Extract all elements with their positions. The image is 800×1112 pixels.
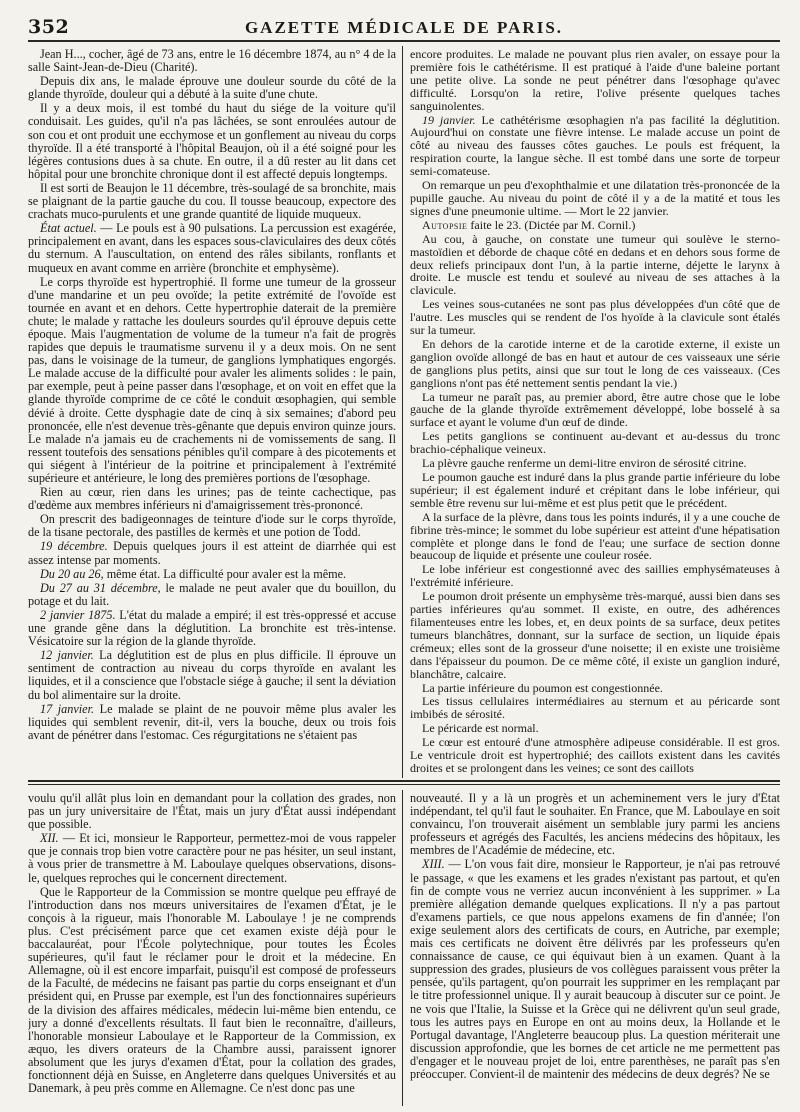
paragraph-lead: État actuel. (40, 221, 97, 236)
paragraph-text: On remarque un peu d'exophthalmie et une dilatation très-prononcée de la pupille gauche. Au niveau du point de côté il y a de la matité et tous les signes d'une pneumonie ultime. — Mort le 22 janvier. (410, 178, 780, 218)
paragraph (410, 695, 780, 721)
paragraph (28, 649, 396, 701)
paragraph (28, 75, 396, 101)
paragraph-text: même état. La difficulté pour avaler est la même. (103, 566, 347, 581)
paragraph-text: Depuis quelques jours il est atteint de diarrhée qui est assez intense par moments. (28, 539, 396, 567)
paragraph (28, 582, 396, 608)
section-divider (28, 780, 780, 782)
paragraph (410, 298, 780, 337)
journal-title: GAZETTE MÉDICALE DE PARIS. (244, 18, 564, 37)
paragraph-lead: 2 janvier 1875. (40, 607, 116, 622)
paragraph-text: Il y a deux mois, il est tombé du haut du siége de la voiture qu'il conduisait. Les guides, qu'il n'a pas lâchées, se sont enroulées autour de son cou et ont produit une ecchymose et un gonflement au niveau du corps thyroïde. Il a été transporté à l'hôpital Beaujon, où il a été soigné pour les légères contusions dues à sa chute. En outre, il a dû rester au lit dans cet hôpital pour une bronchite chronique dont il est affecté depuis longtemps. (28, 101, 396, 181)
paragraph-text: — L'on vous fait dire, monsieur le Rapporteur, je n'ai pas retrouvé le passage, « que les examens et les grades n'existant pas partout, et qu'en fin de compte vous ne verriez aucun inconvénient à les supprimer. » La première allégation demande quelques explications. Il n'y a pas partout d'examens partiels, ce que nous appelons examens de fin d'année; l'on exige seulement alors des certificats de cours, en Autriche, par exemple; mais ces certificats ne doivent être délivrés par les professeurs qu'en connaissance de cause, ce qui équivaut bien à un examen. Quant à la suppression des grades, plusieurs de vos collègues paraissent vous prêter la pensée, qu'ils partagent, qu'on pourrait les supprimer en les remplaçant par le titre professionnel unique. Il y aurait beaucoup à discuter sur ce point. Je ne vois que l'Italie, la Suisse et la Grèce qui ne délivrent qu'un seul grade, tous les autres pays en Europe en ont au moins deux, la Hollande et le Portugal davantage, l'Angleterre beaucoup plus. La question mériterait une discussion approfondie, que les bornes de cet article ne me permettent pas d'engager et le nouveau projet de loi, entre parenthèses, ne paraît pas s'en préoccuper. Convient-il de maintenir des médecins de deux degrés? Ne se (410, 857, 780, 1081)
paragraph-text: L'état du malade a empiré; il est très-oppressé et accuse une grande gêne dans la déglutition. La bronchite est très-intense. Vésicatoire sur la région de la glande thyroïde. (28, 607, 396, 649)
paragraph-text: voulu qu'il allât plus loin en demandant pour la collation des grades, non pas un jury universitaire de l'État, mais un jury d'État aussi indépendant que possible. (28, 792, 396, 832)
paragraph (28, 48, 396, 74)
paragraph-text: Le malade se plaint de ne pouvoir même plus avaler les liquides qui semblent revenir, dit-il, vers la bouche, deux ou trois fois avant de pénétrer dans l'estomac. Ces régurgitations ne s'étaient pas (28, 701, 396, 742)
paragraph-lead: XII. (40, 831, 59, 846)
paragraph-lead: Autopsie (422, 217, 468, 232)
paragraph-text: faite le 23. (Dictée par M. Cornil.) (467, 217, 636, 232)
paragraph-lead: Du 20 au 26, (40, 566, 104, 581)
paragraph-text: Le cœur est entouré d'une atmosphère adipeuse considérable. Il est gros. Le ventricule droit est hypertrophié; des caillots existent dans les cavités droites et se prolongent dans les veines; ce sont des caillots (410, 735, 780, 775)
paragraph (410, 219, 780, 232)
paragraph (410, 471, 780, 510)
paragraph (28, 568, 396, 581)
paragraph (28, 276, 396, 486)
paragraph-text: Les tissus cellulaires intermédiaires au sternum et au péricarde sont imbibés de sérosité. (410, 694, 780, 722)
paragraph-text: La plèvre gauche renferme un demi-litre environ de sérosité citrine. (422, 456, 747, 471)
paragraph-lead: 19 décembre. (40, 539, 108, 554)
bottom-right-column (410, 792, 780, 1106)
paragraph (28, 792, 396, 831)
header-rule (28, 40, 780, 42)
paragraph (410, 563, 780, 589)
paragraph-text: A la surface de la plèvre, dans tous les points indurés, il y a une couche de fibrine très-mince; le sommet du lobe supérieur est atteint d'une hépatisation complète et plonge dans le fond de l'eau; une surface de section donne beaucoup de liquide et présente une couleur rosée. (410, 509, 780, 563)
paragraph (28, 832, 396, 884)
paragraph-text: En dehors de la carotide interne et de la carotide externe, il existe un ganglion ovoïde allongé de bas en haut et autour de ces vaisseaux une série de ganglions plus petits, ainsi que sur tout le long de ces vaisseaux. (Ces ganglions n'ont pas été nettement sentis pendant la vie.) (410, 336, 780, 390)
paragraph-text: Le lobe inférieur est congestionné avec des saillies emphysémateuses à l'extrémité inférieure. (410, 562, 780, 590)
paragraph-text: nouveauté. Il y a là un progrès et un acheminement vers le jury d'État indépendant, tel qu'il faut le souhaiter. En France, que M. Laboulaye en soit convaincu, l'on trouverait aisément un semblable jury parmi les anciens professeurs et agrégés des Facultés, les anciens médecins des hôpitaux, les membres de l'Académie de médecine, etc. (410, 792, 780, 858)
paragraph-text: Jean H..., cocher, âgé de 73 ans, entre le 16 décembre 1874, au n° 4 de la salle Saint-Jean-de-Dieu (Charité). (28, 48, 396, 75)
paragraph-text: le malade ne peut avaler que du bouillon, du potage et du lait. (28, 580, 396, 608)
top-right-column (410, 48, 780, 778)
paragraph-text: Le poumon gauche est induré dans la plus grande partie inférieure du lobe supérieur; il est également induré et crépitant dans le lobe inférieur, qui semble être revenu sur lui-même et est plus petit que le précédent. (410, 470, 780, 510)
paragraph-text: Le péricarde est normal. (422, 721, 539, 736)
paragraph-text: Rien au cœur, rien dans les urines; pas de teinte cachectique, pas d'œdème aux membres inférieurs ni d'amaigrissement très-prononcé. (28, 485, 396, 513)
page-number: 352 (28, 16, 70, 38)
paragraph (410, 338, 780, 390)
paragraph-lead: XIII. (422, 857, 445, 872)
paragraph-text: Le corps thyroïde est hypertrophié. Il forme une tumeur de la grosseur d'une mandarine et un peu ovoïde; la petite extrémité de l'ovoïde est tournée en avant et en dehors. Cette hypertrophie daterait de la première chute; le malade y rattache les douleurs sourdes qu'il éprouve depuis cette époque. Mais l'augmentation de volume de la tumeur n'a fait de progrès rapides que depuis le traumatisme survenu il y a deux mois. On ne sent pas, dans le voisinage de la tumeur, de ganglions lymphatiques engorgés. Le malade accuse de la difficulté pour avaler les aliments solides : le pain, par exemple, peut à peine passer dans l'œsophage, et on voit en effet que la glande thyroïde comprime de ce côté le conduit œsophagien, qui semble dévié à droite. Cette dysphagie date de cinq à six semaines; d'abord peu prononcée, elle n'est devenue très-gênante que depuis environ quinze jours. Le malade n'a jamais eu de crachements ni de vomissements de sang. Il ressent toutefois des sensations pénibles qu'il compare à des picotements et qui siégent à l'intérieur de la poitrine et principalement à l'extrémité supérieure et antérieure, le long des premières portions de l'œsophage. (28, 274, 396, 485)
paragraph-lead: 19 janvier. (422, 112, 476, 127)
paragraph (410, 590, 780, 680)
paragraph-text: encore produites. Le malade ne pouvant plus rien avaler, on essaye pour la première fois le cathétérisme. Il est pratiqué à l'aide d'une baleine portant une petite olive. La sonde ne peut pénétrer dans l'œsophage qu'avec difficulté. Lorsqu'on la retire, l'olive présente quelques taches sanguinolentes. (410, 48, 780, 113)
paragraph (410, 114, 780, 179)
paragraph-text: La partie inférieure du poumon est congestionnée. (422, 680, 663, 695)
paragraph-text: Au cou, à gauche, on constate une tumeur qui soulève le sterno-mastoïdien et déborde de chaque côté en dedans et en dehors sous forme de deux reliefs principaux dont l'un, à la partie interne, déjette le larynx à droite. Le muscle est tendu et soulevé au niveau de ses attaches à la clavicule. (410, 231, 780, 298)
top-column-divider (402, 46, 403, 778)
paragraph (410, 682, 780, 695)
bottom-column-divider (402, 790, 403, 1106)
bottom-left-column (28, 792, 396, 1106)
paragraph-lead: Du 27 au 31 décembre, (40, 580, 161, 595)
paragraph-text: Le cathétérisme œsophagien n'a pas facilité la déglutition. Aujourd'hui on constate une fièvre intense. Le malade accuse un point de côté au niveau des fausses côtes gauches. Le pouls est fréquent, la respiration courte, la langue sèche. Il est tombé dans une sorte de torpeur semi-comateuse. (410, 112, 780, 179)
paragraph-text: Depuis dix ans, le malade éprouve une douleur sourde du côté de la glande thyroïde, douleur qui a débuté à la suite d'une chute. (28, 74, 396, 102)
paragraph-text: Les petits ganglions se continuent au-devant et au-dessus du tronc brachio-céphalique veineux. (410, 429, 780, 457)
paragraph (28, 886, 396, 1096)
paragraph (28, 703, 396, 742)
paragraph-text: La tumeur ne paraît pas, au premier abord, être autre chose que le lobe gauche de la glande thyroïde extrêmement développé, lobe bosselé à sa surface et ayant le volume d'un œuf de dinde. (410, 389, 780, 430)
paragraph (28, 182, 396, 221)
paragraph (28, 102, 396, 181)
paragraph-lead: 12 janvier. (40, 648, 94, 663)
paragraph-text: Le poumon droit présente un emphysème très-marqué, aussi bien dans ses parties inférieures qu'au sommet. Il existe, en outre, des adhérences filamenteuses entre les lobes, et, en deux points de sa surface, deux petites tumeurs blanchâtres, donnant, sur la surface de section, un liquide épais crémeux; elles sont de la grosseur d'une noisette; il en existe une troisième dans l'épaisseur du poumon. De ce même côté, il existe un ganglion induré, blanchâtre, calcaire. (410, 589, 780, 681)
paragraph-text: On prescrit des badigeonnages de teinture d'iode sur le corps thyroïde, de la tisane pectorale, des pastilles de kermès et une potion de Todd. (28, 512, 396, 540)
paragraph (410, 233, 780, 298)
paragraph (410, 391, 780, 430)
paragraph-text: — Le pouls est à 90 pulsations. La percussion est exagérée, principalement en avant, dans les espaces sous-claviculaires des deux côtés du sternum. A l'auscultation, on entend des râles sibilants, ronflants et muqueux en avant comme en arrière (bronchite et emphysème). (28, 221, 396, 275)
paragraph-text: Que le Rapporteur de la Commission se montre quelque peu effrayé de l'introduction dans nos mœurs universitaires de l'examen d'État, je le conçois à la rigueur, mais l'honorable M. Laboulaye ! je ne comprends plus. C'est précisément parce que cet examen existe déjà pour le baccalauréat, pour l'École polytechnique, pour toutes les Écoles supérieures, qu'il faut le réclamer pour le droit et la médecine. En Allemagne, où il est encore imparfait, puisqu'il est composé de professeurs de la Faculté, de médecins ne faisant pas partie du corps enseignant et d'un président qui, en Prusse par exemple, est l'un des fonctionnaires supérieurs de la division des affaires médicales, médecin lui-même bien entendu, ce jury a donné d'excellents résultats. Il faut bien le reconnaître, d'ailleurs, l'honorable monsieur Laboulaye et le Rapporteur de la Commission, ex æquo, les divers orateurs de la Chambre aussi, paraissent ignorer absolument que les jurys d'examen d'État, pour la collation des grades, fonctionnent déjà en Suisse, en Angleterre dans quelques Universités et au Danemark, à peu près comme en Allemagne. Ce n'est donc pas une (28, 884, 396, 1096)
paragraph (410, 179, 780, 218)
paragraph (410, 858, 780, 1081)
paragraph (410, 48, 780, 113)
paragraph-text: La déglutition est de plus en plus difficile. Il éprouve un sentiment de contraction au niveau du corps thyroïde en avalant les liquides, et il a conscience que l'obstacle siége à gauche; il sent la déviation du bol alimentaire sur la droite. (28, 648, 396, 702)
paragraph (410, 722, 780, 735)
paragraph (410, 430, 780, 456)
paragraph (410, 736, 780, 775)
paragraph (410, 457, 780, 470)
section-divider-thin (28, 784, 780, 785)
paragraph (28, 513, 396, 539)
paragraph-text: Il est sorti de Beaujon le 11 décembre, très-soulagé de sa bronchite, mais se plaignant de la partie gauche du cou. Il tousse beaucoup, expectore des crachats muco-purulents et une grande quantité de liquide muqueux. (28, 180, 396, 222)
top-left-column (28, 48, 396, 778)
paragraph-text: Les veines sous-cutanées ne sont pas plus développées d'un côté que de l'autre. Les muscles qui se rendent de l'os hyoïde à la clavicule sont étalés sur la tumeur. (410, 297, 780, 338)
paragraph-text: — Et ici, monsieur le Rapporteur, permettez-moi de vous rappeler que je connais trop bien votre caractère pour ne pas hésiter, un seul instant, à vous prier de transmettre à M. Laboulaye quelques observations, disons-le, quelques reproches qui le concernent directement. (28, 831, 396, 885)
page-header (28, 14, 780, 40)
paragraph (28, 540, 396, 566)
paragraph (410, 511, 780, 563)
paragraph (28, 222, 396, 274)
paragraph (410, 792, 780, 857)
paragraph (28, 486, 396, 512)
paragraph (28, 609, 396, 648)
paragraph-lead: 17 janvier. (40, 701, 95, 716)
